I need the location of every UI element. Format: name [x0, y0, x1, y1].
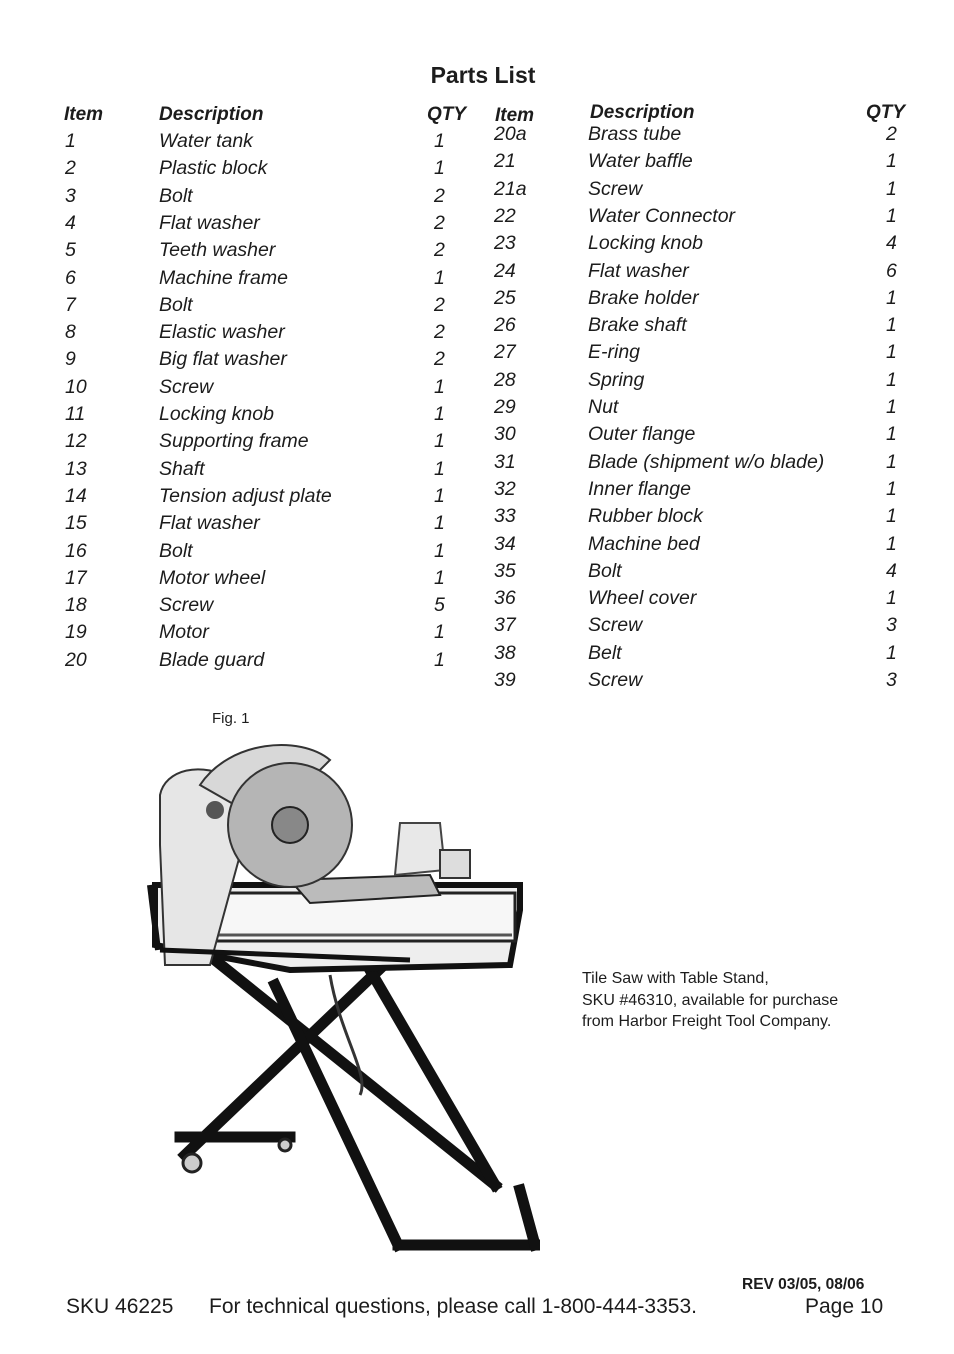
- part-description: Water Connector: [588, 204, 736, 227]
- part-item-number: 14: [65, 484, 87, 507]
- part-item-number: 19: [65, 621, 87, 644]
- part-qty: 1: [434, 457, 445, 480]
- parts-row: [0, 451, 954, 478]
- part-qty: 1: [434, 130, 445, 152]
- parts-row: [0, 505, 954, 532]
- caption-line: SKU #46310, available for purchase: [582, 991, 839, 1009]
- figure-caption: [582, 968, 838, 1033]
- right-header-item: Item: [495, 105, 535, 126]
- parts-row: [0, 533, 954, 560]
- footer-support: For technical questions, please call 1-800-444-3353.: [209, 1295, 697, 1318]
- parts-row: [0, 178, 954, 205]
- parts-row: [0, 232, 954, 259]
- part-qty: 1: [434, 621, 445, 644]
- part-qty: 1: [886, 204, 897, 227]
- part-description: Teeth washer: [159, 239, 276, 262]
- footer-sku: SKU 46225: [66, 1295, 174, 1318]
- part-item-number: 24: [494, 259, 516, 282]
- part-description: Brass tube: [588, 123, 682, 145]
- part-description: Inner flange: [588, 477, 691, 500]
- part-qty: 2: [434, 211, 445, 234]
- part-description: Nut: [588, 396, 619, 418]
- part-item-number: 31: [494, 450, 516, 473]
- part-description: Blade (shipment w/o blade): [588, 450, 825, 473]
- parts-row: [0, 205, 954, 232]
- part-item-number: 20a: [494, 123, 527, 145]
- part-qty: 1: [434, 403, 445, 425]
- part-qty: 4: [886, 559, 897, 582]
- parts-row: [0, 341, 954, 368]
- part-item-number: 36: [494, 587, 516, 610]
- part-item-number: 16: [65, 539, 87, 562]
- part-item-number: 15: [65, 512, 87, 535]
- part-description: Locking knob: [159, 403, 274, 425]
- part-description: Locking knob: [588, 232, 703, 255]
- parts-row: [0, 587, 954, 614]
- part-item-number: 30: [494, 423, 516, 446]
- page-title: Parts List: [430, 62, 536, 88]
- part-description: Screw: [159, 594, 214, 617]
- caption-line: Tile Saw with Table Stand,: [582, 970, 769, 987]
- part-description: Screw: [588, 614, 643, 637]
- part-qty: 1: [886, 286, 897, 309]
- part-item-number: 29: [494, 396, 516, 418]
- part-item-number: 34: [494, 532, 516, 555]
- part-item-number: 13: [65, 457, 87, 480]
- part-description: Wheel cover: [588, 587, 697, 610]
- part-qty: 1: [886, 314, 897, 337]
- part-qty: 2: [886, 123, 897, 145]
- part-description: Elastic washer: [159, 321, 285, 344]
- part-description: Belt: [588, 641, 622, 664]
- part-item-number: 4: [65, 211, 76, 234]
- part-item-number: 3: [65, 184, 76, 207]
- part-item-number: 38: [494, 641, 516, 664]
- part-qty: 2: [434, 348, 445, 371]
- part-description: Screw: [588, 177, 643, 200]
- part-description: Flat washer: [159, 512, 260, 535]
- part-qty: 1: [434, 512, 445, 535]
- part-description: Outer flange: [588, 423, 696, 446]
- part-item-number: 21: [494, 150, 516, 173]
- footer-page: Page 10: [805, 1295, 884, 1318]
- part-qty: 1: [886, 587, 897, 610]
- part-qty: 1: [434, 484, 445, 507]
- left-header-description: Description: [159, 104, 264, 125]
- part-item-number: 20: [65, 648, 87, 671]
- parts-row: [0, 642, 954, 669]
- part-description: Motor: [159, 621, 209, 644]
- part-item-number: 23: [494, 232, 516, 255]
- part-item-number: 8: [65, 321, 76, 344]
- part-item-number: 1: [65, 130, 76, 152]
- part-item-number: 25: [494, 286, 516, 309]
- part-item-number: 22: [494, 204, 516, 227]
- part-qty: 1: [434, 375, 445, 398]
- parts-row: [0, 669, 954, 696]
- part-qty: 1: [886, 396, 897, 418]
- part-item-number: 18: [65, 594, 87, 617]
- part-qty: 5: [434, 594, 445, 617]
- part-item-number: 35: [494, 559, 516, 582]
- part-description: Rubber block: [588, 505, 703, 528]
- part-qty: 1: [886, 150, 897, 173]
- part-qty: 2: [434, 321, 445, 344]
- part-item-number: 2: [65, 157, 76, 180]
- part-qty: 3: [886, 669, 897, 691]
- part-qty: 1: [886, 477, 897, 500]
- part-item-number: 37: [494, 614, 516, 637]
- part-qty: 4: [886, 232, 897, 255]
- part-description: Bolt: [159, 184, 193, 207]
- revision-note: REV 03/05, 08/06: [742, 1276, 865, 1293]
- part-description: Machine frame: [159, 266, 288, 289]
- part-description: Flat washer: [588, 259, 689, 282]
- part-item-number: 9: [65, 348, 76, 371]
- part-description: Brake shaft: [588, 314, 687, 337]
- part-qty: 1: [886, 177, 897, 200]
- left-header-item: Item: [64, 104, 104, 125]
- part-qty: 1: [434, 430, 445, 453]
- part-description: Bolt: [588, 559, 622, 582]
- parts-row: [0, 423, 954, 450]
- part-item-number: 10: [65, 375, 87, 398]
- part-description: Big flat washer: [159, 348, 287, 371]
- part-item-number: 11: [65, 403, 86, 425]
- figure-label: Fig. 1: [212, 710, 250, 727]
- part-qty: 1: [886, 450, 897, 473]
- parts-row: [0, 260, 954, 287]
- part-item-number: 39: [494, 669, 516, 691]
- part-item-number: 28: [494, 368, 516, 391]
- part-qty: 2: [434, 239, 445, 262]
- part-qty: 1: [886, 505, 897, 528]
- part-item-number: 27: [494, 341, 516, 364]
- part-description: Plastic block: [159, 157, 268, 180]
- parts-row: [0, 369, 954, 396]
- parts-row: [0, 478, 954, 505]
- part-item-number: 6: [65, 266, 76, 289]
- part-qty: 1: [434, 648, 445, 671]
- part-description: Water baffle: [588, 150, 693, 173]
- part-description: E-ring: [588, 341, 641, 364]
- part-description: Motor wheel: [159, 566, 266, 589]
- part-description: Flat washer: [159, 211, 260, 234]
- part-description: Water tank: [159, 130, 253, 152]
- part-qty: 1: [434, 266, 445, 289]
- part-qty: 3: [886, 614, 897, 637]
- part-item-number: 26: [494, 314, 516, 337]
- part-description: Spring: [588, 368, 645, 391]
- part-qty: 1: [434, 157, 445, 180]
- right-header-description: Description: [590, 102, 695, 123]
- part-item-number: 17: [65, 566, 87, 589]
- left-header-qty: QTY: [427, 104, 467, 125]
- caption-line: from Harbor Freight Tool Company.: [582, 1013, 832, 1031]
- part-qty: 1: [886, 532, 897, 555]
- part-qty: 2: [434, 293, 445, 316]
- part-description: Blade guard: [159, 648, 265, 671]
- part-item-number: 12: [65, 430, 87, 453]
- right-header-qty: QTY: [866, 102, 906, 123]
- parts-row: [0, 396, 954, 423]
- part-qty: 1: [886, 368, 897, 391]
- parts-row: [0, 614, 954, 641]
- part-qty: 1: [886, 423, 897, 446]
- parts-row: [0, 150, 954, 177]
- part-item-number: 7: [65, 293, 76, 316]
- tile-saw-image: [140, 735, 540, 1265]
- part-description: Brake holder: [588, 286, 699, 309]
- parts-row: [0, 123, 954, 150]
- part-description: Bolt: [159, 293, 193, 316]
- part-qty: 6: [886, 259, 897, 282]
- part-qty: 1: [434, 539, 445, 562]
- part-description: Supporting frame: [159, 430, 309, 453]
- part-qty: 2: [434, 184, 445, 207]
- part-description: Screw: [159, 375, 214, 398]
- part-qty: 1: [434, 566, 445, 589]
- parts-row: [0, 560, 954, 587]
- part-description: Tension adjust plate: [159, 484, 332, 507]
- parts-row: [0, 287, 954, 314]
- part-description: Shaft: [159, 457, 205, 480]
- part-qty: 1: [886, 341, 897, 364]
- part-item-number: 33: [494, 505, 516, 528]
- parts-row: [0, 314, 954, 341]
- part-item-number: 32: [494, 477, 516, 500]
- part-description: Bolt: [159, 539, 193, 562]
- part-description: Machine bed: [588, 532, 700, 555]
- part-description: Screw: [588, 669, 643, 691]
- part-item-number: 5: [65, 239, 76, 262]
- part-item-number: 21a: [494, 177, 527, 200]
- part-qty: 1: [886, 641, 897, 664]
